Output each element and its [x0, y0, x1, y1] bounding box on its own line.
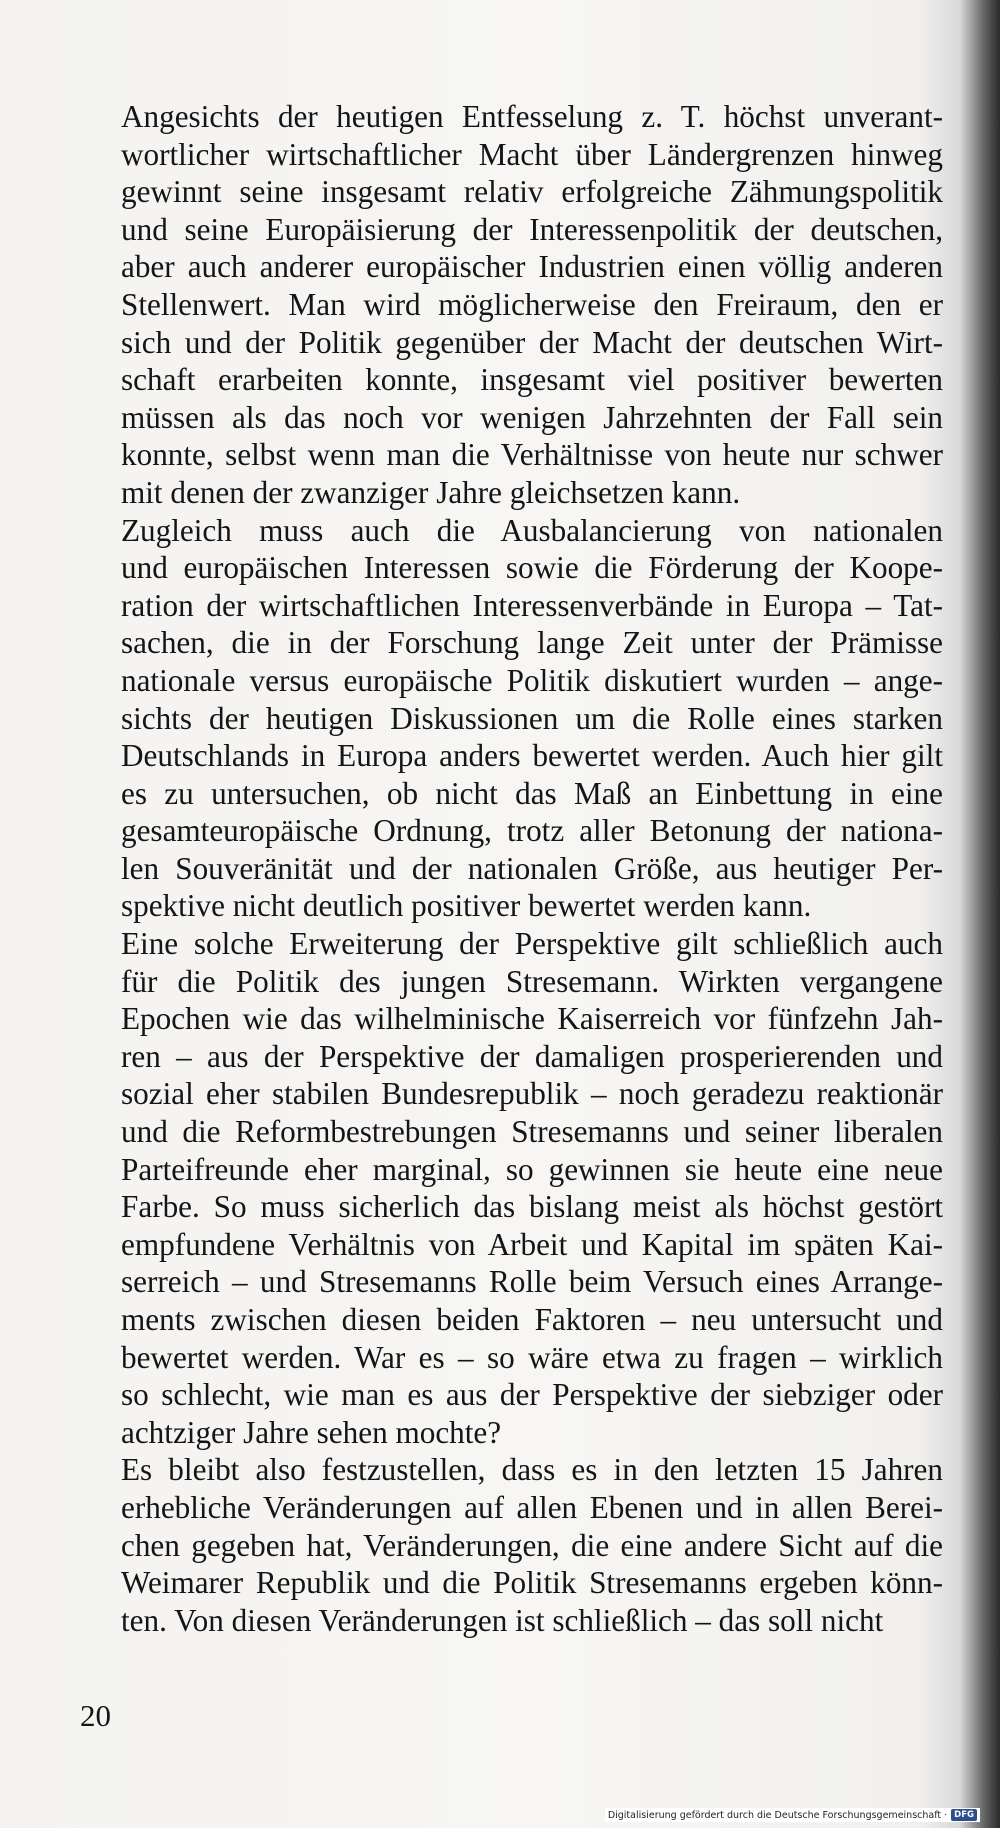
text-line: ren – aus der Perspektive der damaligen prosperierenden und: [121, 1038, 943, 1074]
text-line: schaft erarbeiten konnte, insgesamt viel positiver bewerten: [121, 362, 943, 398]
text-line: mit denen der zwanziger Jahre gleichsetzen kann.: [121, 474, 741, 510]
text-line: bewertet werden. War es – so wäre etwa zu fragen – wirklich: [121, 1339, 943, 1375]
text-line: sich und der Politik gegenüber der Macht der deutschen Wirt-: [121, 324, 943, 360]
text-line: gesamteuropäische Ordnung, trotz aller Betonung der nationa-: [121, 813, 943, 849]
text-line: sozial eher stabilen Bundesrepublik – noch geradezu reaktionär: [121, 1076, 943, 1112]
text-line: ments zwischen diesen beiden Faktoren – neu untersucht und: [121, 1302, 943, 1337]
paragraph: [81, 98, 943, 512]
paragraph: [81, 512, 943, 926]
text-line: Zugleich muss auch die Ausbalancierung von nationalen: [121, 512, 943, 548]
dfg-logo: DFG: [951, 1809, 977, 1821]
text-line: Weimarer Republik und die Politik Stresemanns ergeben könn-: [121, 1565, 943, 1601]
text-line: so schlecht, wie man es aus der Perspektive der siebziger oder: [121, 1377, 943, 1413]
text-line: serreich – und Stresemanns Rolle beim Versuch eines Arrange-: [121, 1264, 943, 1300]
text-line: konnte, selbst wenn man die Verhältnisse von heute nur schwer: [121, 437, 943, 473]
text-line: achtziger Jahre sehen mochte?: [121, 1414, 502, 1450]
text-line: Stellenwert. Man wird möglicherweise den Freiraum, den er: [121, 286, 943, 322]
text-line: gewinnt seine insgesamt relativ erfolgreiche Zähmungspolitik: [121, 174, 943, 210]
text-line: Eine solche Erweiterung der Perspektive gilt schließlich auch: [121, 926, 943, 962]
text-line: und europäischen Interessen sowie die Förderung der Koope-: [121, 550, 943, 586]
credit-text: Digitalisierung gefördert durch die Deutsche Forschungsgemeinschaft ·: [607, 1809, 948, 1821]
digitization-credit: [605, 1808, 980, 1822]
text-line: wortlicher wirtschaftlicher Macht über Ländergrenzen hinweg: [121, 136, 943, 172]
text-line: Es bleibt also festzustellen, dass es in den letzten 15 Jahren: [121, 1452, 943, 1488]
text-line: Angesichts der heutigen Entfesselung z. T. höchst unverant-: [121, 99, 943, 134]
text-line: Parteifreunde eher marginal, so gewinnen sie heute eine neue: [121, 1151, 943, 1187]
text-line: Deutschlands in Europa anders bewertet werden. Auch hier gilt: [121, 738, 943, 774]
text-line: und die Reformbestrebungen Stresemanns und seiner liberalen: [121, 1114, 943, 1150]
text-line: nationale versus europäische Politik diskutiert wurden – ange-: [121, 662, 943, 698]
page-number: 20: [80, 1698, 111, 1733]
text-line: sachen, die in der Forschung lange Zeit unter der Prämisse: [121, 625, 943, 661]
text-line: für die Politik des jungen Stresemann. Wirkten vergangene: [121, 963, 943, 999]
text-line: Farbe. So muss sicherlich das bislang meist als höchst gestört: [121, 1189, 943, 1225]
text-line: Epochen wie das wilhelminische Kaiserreich vor fünfzehn Jah-: [121, 1001, 943, 1037]
text-line: chen gegeben hat, Veränderungen, die eine andere Sicht auf die: [121, 1527, 943, 1563]
text-line: müssen als das noch vor wenigen Jahrzehnten der Fall sein: [121, 399, 943, 435]
text-line: sichts der heutigen Diskussionen um die Rolle eines starken: [121, 700, 943, 736]
paragraph: [81, 1451, 943, 1639]
text-line: erhebliche Veränderungen auf allen Ebenen und in allen Berei-: [121, 1489, 943, 1525]
text-line: ration der wirtschaftlichen Interessenverbände in Europa – Tat-: [121, 587, 943, 623]
text-line: spektive nicht deutlich positiver bewertet werden kann.: [121, 888, 812, 924]
text-line: len Souveränität und der nationalen Größe, aus heutiger Per-: [121, 850, 943, 886]
paragraph: [81, 925, 943, 1451]
text-line: empfundene Verhältnis von Arbeit und Kapital im späten Kai-: [121, 1226, 943, 1262]
text-line: ten. Von diesen Veränderungen ist schließlich – das soll nicht: [121, 1602, 884, 1638]
text-line: aber auch anderer europäischer Industrien einen völlig anderen: [121, 249, 943, 285]
text-line: es zu untersuchen, ob nicht das Maß an Einbettung in eine: [121, 775, 943, 811]
text-line: und seine Europäisierung der Interessenpolitik der deutschen,: [121, 211, 943, 247]
body-text: [81, 98, 943, 1639]
